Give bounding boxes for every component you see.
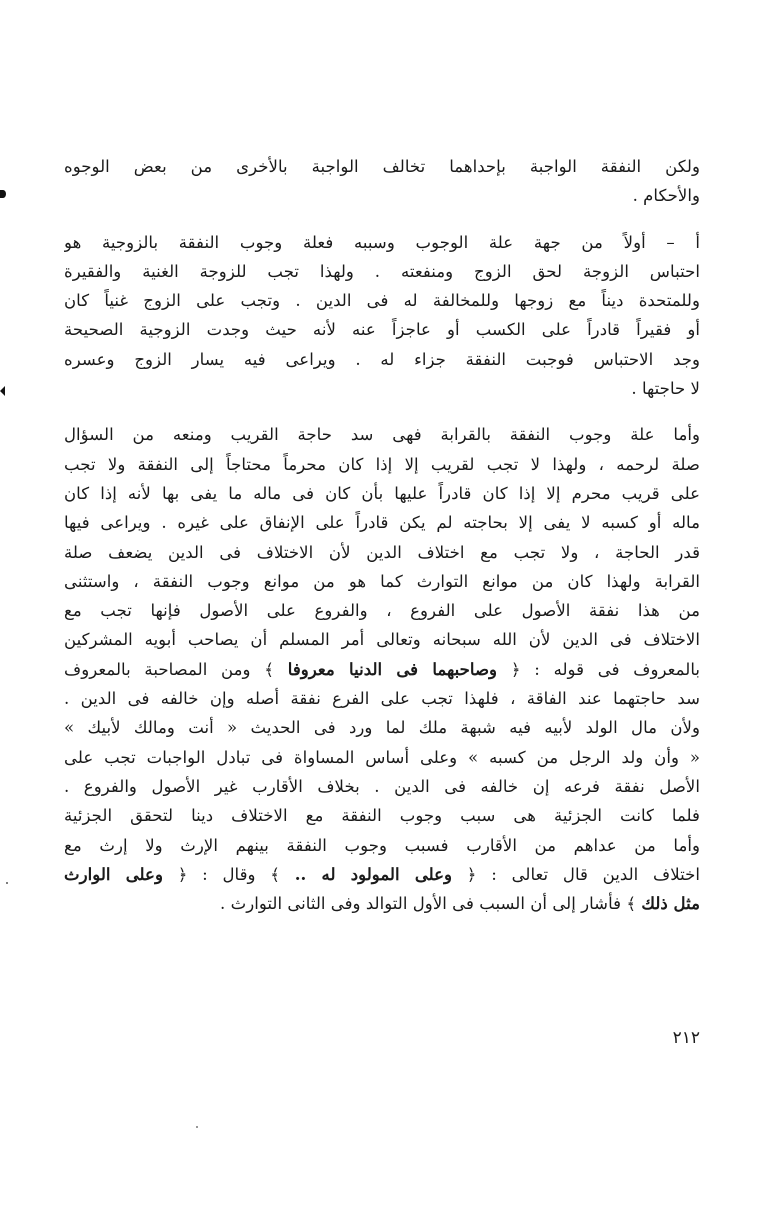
text-line: ولأن مال الولد لأبيه فيه شبهة ملك لما ورد فى الحديث « أنت ومالك لأبيك » bbox=[64, 718, 700, 738]
text-line: سد حاجتهما عند الفاقة ، فلهذا تجب على الفرع نفقة أصله وإن خالفه فى الدين . bbox=[64, 689, 700, 709]
verse-outro: ﴾ ومن المصاحبة بالمعروف bbox=[64, 659, 288, 679]
text-line: احتباس الزوجة لحق الزوج ومنفعته . ولهذا تجب للزوجة الغنية والفقيرة bbox=[64, 261, 700, 281]
text-line: صلة لرحمه ، ولهذا لا تجب لقريب إلا إذا كان محرماً محتاجاً إلى النفقة ولا تجب bbox=[64, 454, 700, 474]
verse-connector: ﴾ وقال : ﴿ bbox=[162, 864, 295, 884]
text-line-with-verse bbox=[64, 860, 700, 889]
quran-verse: مثل ذلك bbox=[641, 893, 700, 914]
quran-verse: وعلى المولود له .. bbox=[294, 863, 453, 884]
verse-intro: بالمعروف فى قوله : ﴿ bbox=[497, 659, 700, 679]
text-line: وجد الاحتباس فوجبت النفقة جزاء له . ويراعى فيه يسار الزوج وعسره bbox=[64, 349, 700, 369]
quran-verse: وعلى الوارث bbox=[64, 863, 163, 884]
verse-intro: اختلاف الدين قال تعالى : ﴿ bbox=[452, 864, 700, 884]
body-text bbox=[64, 152, 700, 918]
text-line: من هذا نفقة الأصول على الفروع ، والفروع على الأصول فإنها تجب مع bbox=[64, 601, 700, 621]
text-line: وأما من عداهم من الأقارب فسبب وجوب النفقة بينهم الإرث ولا إرث مع bbox=[64, 835, 700, 855]
text-line: وللمتحدة ديناً مع زوجها وللمخالفة له فى الدين . وتجب على الزوج غنياً كان bbox=[64, 291, 700, 311]
text-line: على قريب محرم إلا إذا كان قادراً عليها بأن كان فى ماله ما يفى بها لأنه إذا كان bbox=[64, 483, 700, 503]
paragraph-gap bbox=[64, 211, 700, 228]
text-line-with-verse bbox=[64, 655, 700, 684]
text-line: « وأن ولد الرجل من كسبه » وعلى أساس المساواة فى تبادل الواجبات تجب على bbox=[64, 747, 700, 767]
text-line-with-verse bbox=[64, 889, 700, 918]
text-line: لا حاجتها . bbox=[631, 379, 700, 399]
scan-edge-mark bbox=[0, 386, 5, 396]
text-line: الأصل نفقة فرعه إن خالفه فى الدين . بخلاف الأقارب غير الأصول والفروع . bbox=[64, 776, 700, 796]
quran-verse: وصاحبهما فى الدنيا معروفا bbox=[287, 658, 498, 679]
text-line: أو فقيراً قادراً على الكسب أو عاجزاً عنه لأنه حيث وجدت الزوجية الصحيحة bbox=[64, 320, 700, 340]
verse-outro: ﴾ فأشار إلى أن السبب فى الأول التوالد وفى الثانى التوارث . bbox=[220, 894, 642, 914]
scan-speck bbox=[6, 882, 8, 884]
paragraph-gap bbox=[64, 403, 700, 420]
text-line: قدر الحاجة ، ولا تجب مع اختلاف الدين لأن الاختلاف فى الدين يضعف صلة bbox=[64, 542, 700, 562]
page-number: ٢١٢ bbox=[672, 1028, 700, 1048]
text-line: أ – أولاً من جهة علة الوجوب وسببه فعلة وجوب النفقة بالزوجية هو bbox=[64, 232, 700, 252]
text-line: وأما علة وجوب النفقة بالقرابة فهى سد حاجة القريب ومنعه من السؤال bbox=[64, 425, 700, 445]
text-line: ماله أو كسبه لا يفى إلا بحاجته لم يكن قادراً على الإنفاق على غيره . ويراعى فيها bbox=[64, 513, 700, 533]
text-line: الاختلاف فى الدين لأن الله سبحانه وتعالى أمر المسلم أن يصاحب أبويه المشركين bbox=[64, 630, 700, 650]
scan-edge-mark bbox=[0, 190, 6, 198]
scan-speck bbox=[196, 1126, 198, 1128]
text-line: فلما كانت الجزئية هى سبب وجوب النفقة مع الاختلاف دينا لتحقق الجزئية bbox=[64, 806, 700, 826]
text-line: والأحكام . bbox=[632, 186, 700, 206]
text-line: القرابة ولهذا كان من موانع التوارث كما هو من موانع وجوب النفقة ، واستثنى bbox=[64, 571, 700, 591]
text-line: ولكن النفقة الواجبة بإحداهما تخالف الواجبة بالأخرى من بعض الوجوه bbox=[64, 157, 700, 176]
